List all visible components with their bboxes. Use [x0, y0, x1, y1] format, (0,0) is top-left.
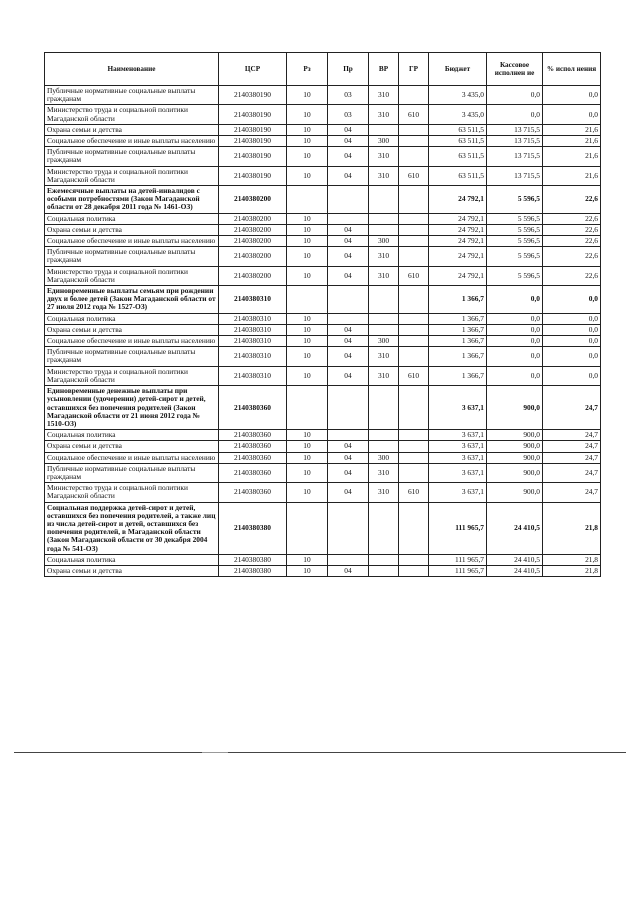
cell-execution-percent: 24,7 [543, 463, 601, 482]
header-budget: Бюджет [429, 53, 487, 86]
cell-gr [399, 186, 429, 214]
cell-name: Публичные нормативные социальные выплаты гражданам [45, 147, 219, 166]
cell-gr [399, 86, 429, 105]
cell-name: Министерство труда и социальной политики Магаданской области [45, 266, 219, 285]
table-row [45, 266, 601, 285]
cell-cash-execution: 5 596,5 [487, 266, 543, 285]
cell-execution-percent: 21,6 [543, 166, 601, 185]
cell-cash-execution: 900,0 [487, 463, 543, 482]
budget-table-page [44, 52, 600, 577]
cell-vr: 310 [369, 347, 399, 366]
cell-cash-execution: 0,0 [487, 336, 543, 347]
cell-gr [399, 502, 429, 554]
cell-vr [369, 502, 399, 554]
table-row [45, 336, 601, 347]
cell-vr [369, 386, 399, 430]
cell-gr: 610 [399, 483, 429, 502]
cell-gr [399, 452, 429, 463]
cell-cash-execution: 0,0 [487, 366, 543, 385]
cell-execution-percent: 22,6 [543, 266, 601, 285]
cell-rz: 10 [287, 124, 328, 135]
cell-budget: 24 792,1 [429, 247, 487, 266]
cell-csr: 2140380360 [219, 441, 287, 452]
cell-csr: 2140380190 [219, 136, 287, 147]
table-row [45, 105, 601, 124]
cell-gr [399, 441, 429, 452]
cell-vr [369, 554, 399, 565]
cell-gr [399, 463, 429, 482]
cell-gr [399, 430, 429, 441]
cell-csr: 2140380380 [219, 565, 287, 576]
cell-execution-percent: 0,0 [543, 324, 601, 335]
cell-pr: 04 [328, 565, 369, 576]
cell-rz: 10 [287, 565, 328, 576]
cell-vr: 310 [369, 105, 399, 124]
cell-pr: 04 [328, 147, 369, 166]
cell-vr [369, 224, 399, 235]
cell-csr: 2140380190 [219, 166, 287, 185]
cell-execution-percent: 24,7 [543, 452, 601, 463]
cell-budget: 111 965,7 [429, 554, 487, 565]
cell-execution-percent: 22,6 [543, 236, 601, 247]
cell-budget: 63 511,5 [429, 124, 487, 135]
cell-rz: 10 [287, 430, 328, 441]
cell-rz: 10 [287, 86, 328, 105]
cell-budget: 1 366,7 [429, 336, 487, 347]
cell-name: Министерство труда и социальной политики Магаданской области [45, 105, 219, 124]
cell-vr: 300 [369, 136, 399, 147]
cell-rz: 10 [287, 452, 328, 463]
footer-rule-right [228, 752, 626, 753]
table-row [45, 236, 601, 247]
cell-budget: 111 965,7 [429, 502, 487, 554]
table-row [45, 313, 601, 324]
table-row-program [45, 502, 601, 554]
cell-rz: 10 [287, 347, 328, 366]
table-row [45, 483, 601, 502]
header-vr: ВР [369, 53, 399, 86]
cell-execution-percent: 21,6 [543, 136, 601, 147]
cell-name: Публичные нормативные социальные выплаты гражданам [45, 86, 219, 105]
header-rz: Рз [287, 53, 328, 86]
cell-execution-percent: 0,0 [543, 366, 601, 385]
cell-pr: 04 [328, 166, 369, 185]
cell-vr: 310 [369, 247, 399, 266]
cell-vr: 300 [369, 452, 399, 463]
cell-budget: 3 637,1 [429, 463, 487, 482]
cell-name: Социальное обеспечение и иные выплаты населению [45, 136, 219, 147]
cell-execution-percent: 0,0 [543, 105, 601, 124]
cell-rz [287, 502, 328, 554]
cell-csr: 2140380310 [219, 336, 287, 347]
cell-pr: 04 [328, 266, 369, 285]
cell-execution-percent: 21,8 [543, 565, 601, 576]
cell-execution-percent: 24,7 [543, 441, 601, 452]
cell-rz: 10 [287, 483, 328, 502]
cell-name: Охрана семьи и детства [45, 441, 219, 452]
cell-name: Ежемесячные выплаты на детей-инвалидов с особыми потребностями (Закон Магаданской области от 28 декабря 2011 года № 1461-ОЗ) [45, 186, 219, 214]
table-row [45, 247, 601, 266]
cell-rz: 10 [287, 441, 328, 452]
table-header-row [45, 53, 601, 86]
cell-pr: 04 [328, 247, 369, 266]
cell-rz: 10 [287, 313, 328, 324]
cell-execution-percent: 21,6 [543, 124, 601, 135]
cell-csr: 2140380200 [219, 266, 287, 285]
cell-gr: 610 [399, 166, 429, 185]
cell-csr: 2140380360 [219, 452, 287, 463]
cell-gr: 610 [399, 366, 429, 385]
cell-execution-percent: 0,0 [543, 286, 601, 314]
cell-budget: 3 637,1 [429, 441, 487, 452]
cell-vr [369, 186, 399, 214]
cell-vr [369, 124, 399, 135]
cell-gr [399, 147, 429, 166]
cell-budget: 1 366,7 [429, 313, 487, 324]
cell-name: Социальное обеспечение и иные выплаты населению [45, 452, 219, 463]
cell-execution-percent: 0,0 [543, 86, 601, 105]
cell-cash-execution: 5 596,5 [487, 236, 543, 247]
cell-rz: 10 [287, 247, 328, 266]
cell-budget: 1 366,7 [429, 366, 487, 385]
cell-vr [369, 565, 399, 576]
table-row [45, 366, 601, 385]
table-row-program [45, 286, 601, 314]
cell-name: Социальное обеспечение и иные выплаты населению [45, 336, 219, 347]
header-csr: ЦСР [219, 53, 287, 86]
cell-csr: 2140380360 [219, 463, 287, 482]
cell-budget: 63 511,5 [429, 147, 487, 166]
cell-cash-execution: 13 715,5 [487, 147, 543, 166]
cell-pr: 04 [328, 224, 369, 235]
cell-rz: 10 [287, 147, 328, 166]
cell-csr: 2140380190 [219, 86, 287, 105]
cell-csr: 2140380310 [219, 324, 287, 335]
cell-gr [399, 286, 429, 314]
cell-gr [399, 136, 429, 147]
cell-gr [399, 565, 429, 576]
cell-rz: 10 [287, 324, 328, 335]
cell-name: Единовременные денежные выплаты при усыновлении (удочерении) детей-сирот и детей, оставшихся без попечения родителей (Закон Магаданской области от 21 июня 2012 года № 1510-ОЗ) [45, 386, 219, 430]
cell-execution-percent: 0,0 [543, 313, 601, 324]
cell-execution-percent: 22,6 [543, 213, 601, 224]
cell-csr: 2140380200 [219, 236, 287, 247]
cell-cash-execution: 24 410,5 [487, 554, 543, 565]
cell-vr [369, 441, 399, 452]
cell-rz: 10 [287, 366, 328, 385]
cell-cash-execution: 900,0 [487, 483, 543, 502]
cell-csr: 2140380380 [219, 554, 287, 565]
cell-vr: 310 [369, 483, 399, 502]
table-row [45, 213, 601, 224]
cell-cash-execution: 0,0 [487, 347, 543, 366]
footer-rule-gap [202, 752, 228, 753]
cell-pr: 03 [328, 86, 369, 105]
cell-csr: 2140380380 [219, 502, 287, 554]
table-row [45, 147, 601, 166]
cell-execution-percent: 24,7 [543, 430, 601, 441]
cell-gr [399, 213, 429, 224]
cell-budget: 3 637,1 [429, 483, 487, 502]
cell-gr [399, 224, 429, 235]
cell-name: Социальная поддержка детей-сирот и детей, оставшихся без попечения родителей, а также лиц из числа детей-сирот и детей, оставшихся без попечения родителей, в Магаданской области (Закон Магаданской области от 30 декабря 2004 года № 541-ОЗ) [45, 502, 219, 554]
cell-budget: 1 366,7 [429, 324, 487, 335]
cell-gr [399, 386, 429, 430]
cell-cash-execution: 900,0 [487, 452, 543, 463]
table-row [45, 554, 601, 565]
cell-name: Министерство труда и социальной политики Магаданской области [45, 166, 219, 185]
table-row-program [45, 386, 601, 430]
cell-vr [369, 324, 399, 335]
cell-name: Публичные нормативные социальные выплаты гражданам [45, 463, 219, 482]
cell-pr: 04 [328, 336, 369, 347]
cell-budget: 63 511,5 [429, 136, 487, 147]
cell-pr [328, 554, 369, 565]
cell-execution-percent: 22,6 [543, 224, 601, 235]
cell-pr: 04 [328, 483, 369, 502]
cell-gr [399, 554, 429, 565]
cell-budget: 63 511,5 [429, 166, 487, 185]
cell-budget: 3 637,1 [429, 386, 487, 430]
footer-rule-left [14, 752, 202, 753]
cell-pr: 04 [328, 236, 369, 247]
cell-name: Социальная политика [45, 430, 219, 441]
cell-vr: 300 [369, 236, 399, 247]
cell-rz: 10 [287, 166, 328, 185]
cell-pr [328, 430, 369, 441]
cell-csr: 2140380360 [219, 483, 287, 502]
cell-gr [399, 124, 429, 135]
cell-cash-execution: 13 715,5 [487, 136, 543, 147]
cell-execution-percent: 0,0 [543, 347, 601, 366]
table-row [45, 441, 601, 452]
cell-cash-execution: 5 596,5 [487, 224, 543, 235]
table-row [45, 347, 601, 366]
cell-rz: 10 [287, 463, 328, 482]
cell-rz [287, 286, 328, 314]
cell-rz: 10 [287, 336, 328, 347]
cell-vr: 310 [369, 86, 399, 105]
cell-vr [369, 313, 399, 324]
cell-csr: 2140380200 [219, 247, 287, 266]
table-row [45, 86, 601, 105]
cell-name: Социальное обеспечение и иные выплаты населению [45, 236, 219, 247]
cell-pr: 04 [328, 452, 369, 463]
cell-cash-execution: 13 715,5 [487, 166, 543, 185]
cell-name: Публичные нормативные социальные выплаты гражданам [45, 247, 219, 266]
header-execution-percent: % испол нения [543, 53, 601, 86]
cell-execution-percent: 0,0 [543, 336, 601, 347]
table-row [45, 136, 601, 147]
cell-rz: 10 [287, 266, 328, 285]
table-body [45, 86, 601, 577]
cell-pr [328, 386, 369, 430]
cell-name: Охрана семьи и детства [45, 565, 219, 576]
cell-cash-execution: 900,0 [487, 430, 543, 441]
cell-execution-percent: 22,6 [543, 186, 601, 214]
cell-gr [399, 324, 429, 335]
cell-name: Публичные нормативные социальные выплаты гражданам [45, 347, 219, 366]
cell-vr: 310 [369, 266, 399, 285]
cell-budget: 24 792,1 [429, 224, 487, 235]
cell-gr [399, 313, 429, 324]
cell-execution-percent: 24,7 [543, 483, 601, 502]
cell-rz: 10 [287, 136, 328, 147]
cell-gr: 610 [399, 266, 429, 285]
budget-execution-table [44, 52, 601, 577]
cell-pr: 04 [328, 366, 369, 385]
table-row [45, 224, 601, 235]
cell-pr: 04 [328, 347, 369, 366]
cell-execution-percent: 21,8 [543, 554, 601, 565]
cell-cash-execution: 24 410,5 [487, 565, 543, 576]
cell-pr [328, 213, 369, 224]
table-row [45, 452, 601, 463]
cell-pr: 04 [328, 324, 369, 335]
cell-budget: 24 792,1 [429, 236, 487, 247]
table-row [45, 324, 601, 335]
table-row [45, 430, 601, 441]
cell-pr [328, 286, 369, 314]
cell-cash-execution: 0,0 [487, 286, 543, 314]
cell-cash-execution: 5 596,5 [487, 247, 543, 266]
cell-execution-percent: 21,6 [543, 147, 601, 166]
cell-cash-execution: 0,0 [487, 324, 543, 335]
cell-budget: 3 637,1 [429, 430, 487, 441]
cell-cash-execution: 900,0 [487, 386, 543, 430]
cell-cash-execution: 5 596,5 [487, 213, 543, 224]
cell-cash-execution: 900,0 [487, 441, 543, 452]
cell-name: Социальная политика [45, 313, 219, 324]
cell-pr: 04 [328, 463, 369, 482]
header-pr: Пр [328, 53, 369, 86]
cell-budget: 24 792,1 [429, 266, 487, 285]
cell-csr: 2140380310 [219, 366, 287, 385]
cell-rz [287, 186, 328, 214]
cell-pr [328, 502, 369, 554]
cell-cash-execution: 24 410,5 [487, 502, 543, 554]
cell-rz: 10 [287, 213, 328, 224]
table-row [45, 565, 601, 576]
cell-csr: 2140380200 [219, 224, 287, 235]
cell-budget: 24 792,1 [429, 186, 487, 214]
cell-execution-percent: 22,6 [543, 247, 601, 266]
cell-cash-execution: 13 715,5 [487, 124, 543, 135]
cell-vr: 300 [369, 336, 399, 347]
cell-pr: 04 [328, 441, 369, 452]
cell-budget: 24 792,1 [429, 213, 487, 224]
cell-name: Социальная политика [45, 554, 219, 565]
cell-gr [399, 336, 429, 347]
cell-csr: 2140380360 [219, 386, 287, 430]
cell-vr [369, 213, 399, 224]
cell-cash-execution: 0,0 [487, 105, 543, 124]
table-row-program [45, 186, 601, 214]
cell-csr: 2140380200 [219, 213, 287, 224]
header-gr: ГР [399, 53, 429, 86]
cell-gr [399, 236, 429, 247]
cell-pr: 03 [328, 105, 369, 124]
table-row [45, 166, 601, 185]
cell-budget: 3 435,0 [429, 105, 487, 124]
cell-name: Министерство труда и социальной политики Магаданской области [45, 366, 219, 385]
cell-cash-execution: 0,0 [487, 313, 543, 324]
header-cash-execution: Кассовое исполнен ие [487, 53, 543, 86]
cell-csr: 2140380310 [219, 347, 287, 366]
cell-gr [399, 247, 429, 266]
cell-pr: 04 [328, 136, 369, 147]
table-row [45, 463, 601, 482]
cell-csr: 2140380200 [219, 186, 287, 214]
header-name: Наименование [45, 53, 219, 86]
cell-csr: 2140380360 [219, 430, 287, 441]
cell-execution-percent: 24,7 [543, 386, 601, 430]
cell-csr: 2140380190 [219, 124, 287, 135]
cell-name: Министерство труда и социальной политики Магаданской области [45, 483, 219, 502]
cell-gr [399, 347, 429, 366]
cell-name: Единовременные выплаты семьям при рождении двух и более детей (Закон Магаданской области от 27 июля 2012 года № 1527-ОЗ) [45, 286, 219, 314]
cell-budget: 3 435,0 [429, 86, 487, 105]
cell-csr: 2140380190 [219, 147, 287, 166]
cell-budget: 3 637,1 [429, 452, 487, 463]
cell-name: Охрана семьи и детства [45, 224, 219, 235]
cell-vr: 310 [369, 147, 399, 166]
cell-budget: 111 965,7 [429, 565, 487, 576]
cell-vr: 310 [369, 463, 399, 482]
cell-name: Охрана семьи и детства [45, 324, 219, 335]
cell-csr: 2140380310 [219, 286, 287, 314]
cell-pr [328, 186, 369, 214]
cell-budget: 1 366,7 [429, 347, 487, 366]
cell-csr: 2140380190 [219, 105, 287, 124]
cell-execution-percent: 21,8 [543, 502, 601, 554]
cell-csr: 2140380310 [219, 313, 287, 324]
cell-rz: 10 [287, 224, 328, 235]
cell-budget: 1 366,7 [429, 286, 487, 314]
cell-name: Социальная политика [45, 213, 219, 224]
cell-vr: 310 [369, 166, 399, 185]
cell-gr: 610 [399, 105, 429, 124]
cell-vr [369, 286, 399, 314]
cell-name: Охрана семьи и детства [45, 124, 219, 135]
cell-cash-execution: 5 596,5 [487, 186, 543, 214]
cell-rz [287, 386, 328, 430]
cell-pr [328, 313, 369, 324]
cell-vr: 310 [369, 366, 399, 385]
cell-cash-execution: 0,0 [487, 86, 543, 105]
cell-rz: 10 [287, 554, 328, 565]
cell-pr: 04 [328, 124, 369, 135]
table-row [45, 124, 601, 135]
cell-rz: 10 [287, 105, 328, 124]
cell-vr [369, 430, 399, 441]
cell-rz: 10 [287, 236, 328, 247]
